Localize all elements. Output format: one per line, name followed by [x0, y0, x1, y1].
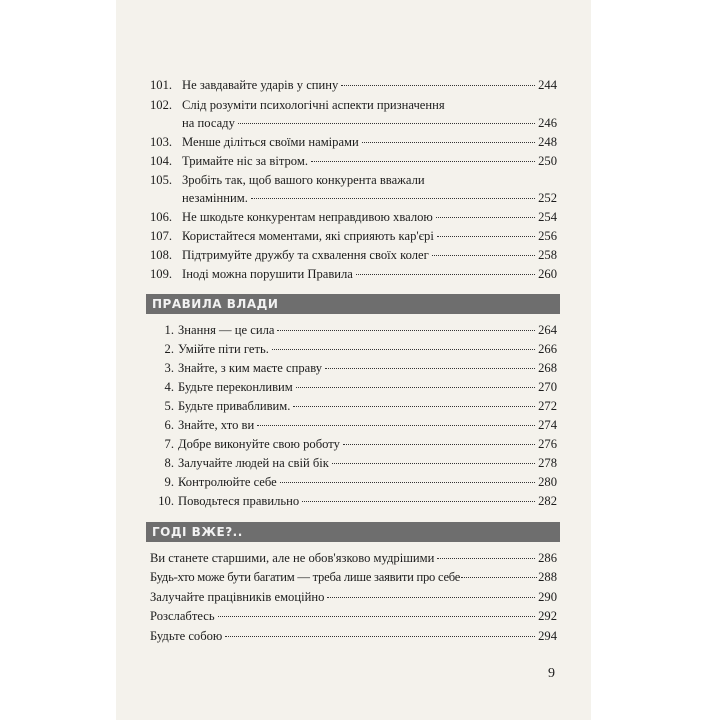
toc-entry-number: 108. [150, 248, 173, 262]
toc-entry-number: 1. [164, 323, 174, 337]
toc-entry-page: 280 [538, 475, 557, 489]
toc-entry-number: 109. [150, 267, 173, 281]
dot-leader [272, 349, 535, 350]
toc-entry-title: Будьте переконливим [178, 380, 293, 394]
toc-entry [150, 435, 557, 454]
toc-entry-number: 5. [164, 399, 174, 413]
toc-entry-page: 290 [538, 590, 557, 604]
toc-entry-page: 286 [538, 551, 557, 565]
toc-entry-102-line1 [150, 96, 445, 115]
toc-entry [150, 397, 557, 416]
toc-entry-number: 10. [158, 494, 174, 508]
toc-entry-title: Знайте, хто ви [178, 418, 255, 432]
dot-leader [437, 558, 535, 559]
toc-entry-page: 246 [538, 116, 557, 130]
toc-entry-title: Будьте привабливим. [178, 399, 291, 413]
toc-entry-title: Ви станете старшими, але не обов'язково мудрішими [150, 551, 435, 565]
dot-leader [302, 501, 535, 502]
toc-entry-title: Менше діліться своїми намірами [182, 135, 359, 149]
toc-entry-title: Будь-хто може бути багатим — треба лише заявити про себе [150, 570, 461, 584]
toc-entry-page: 252 [538, 191, 557, 205]
toc-entry-number: 101. [150, 78, 173, 92]
dot-leader [257, 425, 535, 426]
toc-entry-number: 8. [164, 456, 174, 470]
toc-entry-page: 260 [538, 267, 557, 281]
dot-leader [327, 597, 535, 598]
toc-entry-number: 7. [164, 437, 174, 451]
dot-leader [341, 85, 535, 86]
toc-entry-title: Розслабтесь [150, 609, 215, 623]
toc-entry-number: 102. [150, 98, 173, 112]
dot-leader [225, 636, 535, 637]
toc-entry-103 [150, 133, 557, 152]
toc-entry-title: Зробіть так, щоб вашого конкурента вважали [182, 173, 425, 187]
toc-entry-title: Знання — це сила [178, 323, 275, 337]
toc-entry [150, 378, 557, 397]
toc-entry-number: 105. [150, 173, 173, 187]
toc-entry-title: Іноді можна порушити Правила [182, 267, 353, 281]
toc-entry [150, 568, 557, 587]
toc-entry-number: 6. [164, 418, 174, 432]
dot-leader [280, 482, 535, 483]
toc-entry [150, 416, 557, 435]
toc-entry-page: 266 [538, 342, 557, 356]
toc-entry [150, 321, 557, 340]
dot-leader [437, 236, 535, 237]
toc-entry-106 [150, 208, 557, 227]
toc-entry-109 [150, 265, 557, 284]
toc-entry-number: 104. [150, 154, 173, 168]
toc-entry-page: 250 [538, 154, 557, 168]
toc-entry-title: Підтримуйте дружбу та схвалення своїх колег [182, 248, 429, 262]
dot-leader [356, 274, 535, 275]
toc-entry [150, 359, 557, 378]
toc-entry-108 [150, 246, 557, 265]
toc-entry-number: 9. [164, 475, 174, 489]
dot-leader [332, 463, 535, 464]
toc-entry-title: Будьте собою [150, 629, 223, 643]
toc-entry-page: 258 [538, 248, 557, 262]
toc-entry-105-line2 [182, 189, 557, 208]
toc-entry-title: Залучайте працівників емоційно [150, 590, 325, 604]
toc-entry-page: 264 [538, 323, 557, 337]
dot-leader [325, 368, 535, 369]
toc-entry [150, 340, 557, 359]
dot-leader [218, 616, 536, 617]
toc-entry-107 [150, 227, 557, 246]
toc-entry-title: Користайтеся моментами, які сприяють кар'єрі [182, 229, 434, 243]
dot-leader [432, 255, 535, 256]
toc-entry-title-cont: на посаду [182, 116, 235, 130]
toc-entry-page: 282 [538, 494, 557, 508]
toc-entry-title: Не шкодьте конкурентам неправдивою хвалою [182, 210, 433, 224]
dot-leader [251, 198, 535, 199]
toc-entry-title: Тримайте ніс за вітром. [182, 154, 308, 168]
toc-entry-page: 244 [538, 78, 557, 92]
toc-entry-title: Добре виконуйте свою роботу [178, 437, 340, 451]
toc-entry [150, 473, 557, 492]
toc-entry-number: 106. [150, 210, 173, 224]
toc-entry-number: 3. [164, 361, 174, 375]
toc-entry-title: Знайте, з ким маєте справу [178, 361, 323, 375]
toc-entry-number: 2. [164, 342, 174, 356]
toc-entry [150, 549, 557, 568]
page-number: 9 [548, 666, 555, 681]
section-header-enough-already: ГОДІ ВЖЕ?.. [146, 522, 560, 542]
toc-entry-number: 4. [164, 380, 174, 394]
toc-entry-number: 103. [150, 135, 173, 149]
toc-entry-page: 294 [538, 629, 557, 643]
dot-leader [238, 123, 535, 124]
dot-leader [311, 161, 535, 162]
toc-entry-101 [150, 76, 557, 95]
dot-leader [461, 577, 537, 578]
dot-leader [293, 406, 535, 407]
toc-entry-105-line1 [150, 171, 425, 190]
toc-entry-title: Умійте піти геть. [178, 342, 269, 356]
toc-entry-title: Залучайте людей на свій бік [178, 456, 329, 470]
section-header-rules-of-power: ПРАВИЛА ВЛАДИ [146, 294, 560, 314]
toc-entry-page: 288 [538, 570, 557, 584]
toc-entry-page: 254 [538, 210, 557, 224]
dot-leader [362, 142, 535, 143]
toc-entry-title: Не завдавайте ударів у спину [182, 78, 339, 92]
toc-entry-page: 272 [538, 399, 557, 413]
toc-entry [150, 607, 557, 626]
dot-leader [436, 217, 535, 218]
dot-leader [296, 387, 535, 388]
toc-entry-page: 276 [538, 437, 557, 451]
toc-entry-page: 274 [538, 418, 557, 432]
toc-entry-page: 268 [538, 361, 557, 375]
toc-entry-page: 256 [538, 229, 557, 243]
toc-entry-page: 248 [538, 135, 557, 149]
toc-entry-title: Поводьтеся правильно [178, 494, 300, 508]
toc-entry-page: 270 [538, 380, 557, 394]
toc-entry-104 [150, 152, 557, 171]
toc-entry-number: 107. [150, 229, 173, 243]
toc-entry [150, 588, 557, 607]
toc-entry [150, 627, 557, 646]
toc-entry-title: Слід розуміти психологічні аспекти призначення [182, 98, 445, 112]
toc-entry-page: 292 [538, 609, 557, 623]
toc-entry-title: Контролюйте себе [178, 475, 277, 489]
toc-entry-102-line2 [182, 114, 557, 133]
dot-leader [343, 444, 535, 445]
toc-entry [150, 492, 557, 511]
dot-leader [277, 330, 535, 331]
toc-entry-title-cont: незамінним. [182, 191, 248, 205]
toc-entry-page: 278 [538, 456, 557, 470]
toc-entry [150, 454, 557, 473]
